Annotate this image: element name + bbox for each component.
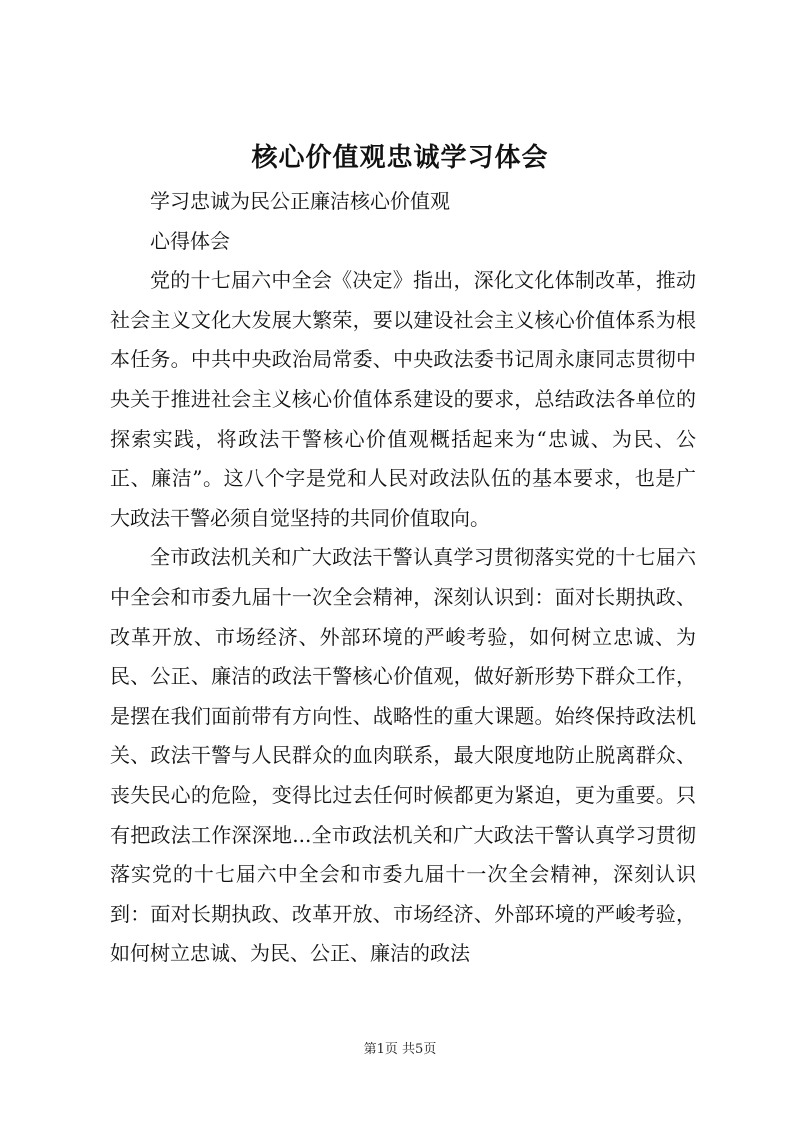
page-number: 第1页 共5页 xyxy=(363,1042,437,1057)
body-paragraph: 党的十七届六中全会《决定》指出，深化文化体制改革，推动社会主义文化大发展大繁荣，要以建设社会主义核心价值体系为根本任务。中共中央政治局常委、中央政法委书记周永康同志贯彻中央关于推进社会主义核心价值体系建设的要求，总结政法各单位的探索实践，将政法干警核心价值观概括起来为“忠诚、为民、公正、廉洁”。这八个字是党和人民对政法队伍的基本要求，也是广大政法干警必须自觉坚持的共同价值取向。 xyxy=(110,268,696,530)
document-title: 核心价值观忠诚学习体会 xyxy=(251,143,549,173)
document-body xyxy=(110,182,696,974)
body-paragraph: 全市政法机关和广大政法干警认真学习贯彻落实党的十七届六中全会和市委九届十一次全会精神，深刻认识到：面对长期执政、改革开放、市场经济、外部环境的严峻考验，如何树立忠诚、为民、公正、廉洁的政法干警核心价值观，做好新形势下群众工作，是摆在我们面前带有方向性、战略性的重大课题。始终保持政法机关、政法干警与人民群众的血肉联系，最大限度地防止脱离群众、丧失民心的危险，变得比过去任何时候都更为紧迫，更为重要。只有把政法工作深深地...全市政法机关和广大政法干警认真学习贯彻落实党的十七届六中全会和市委九届十一次全会精神，深刻认识到：面对长期执政、改革开放、市场经济、外部环境的严峻考验，如何树立忠诚、为民、公正、廉洁的政法 xyxy=(110,545,696,966)
subtitle-line-2: 心得体会 xyxy=(150,228,230,253)
subtitle-line: 学习忠诚为民公正廉洁核心价值观 xyxy=(150,189,450,213)
